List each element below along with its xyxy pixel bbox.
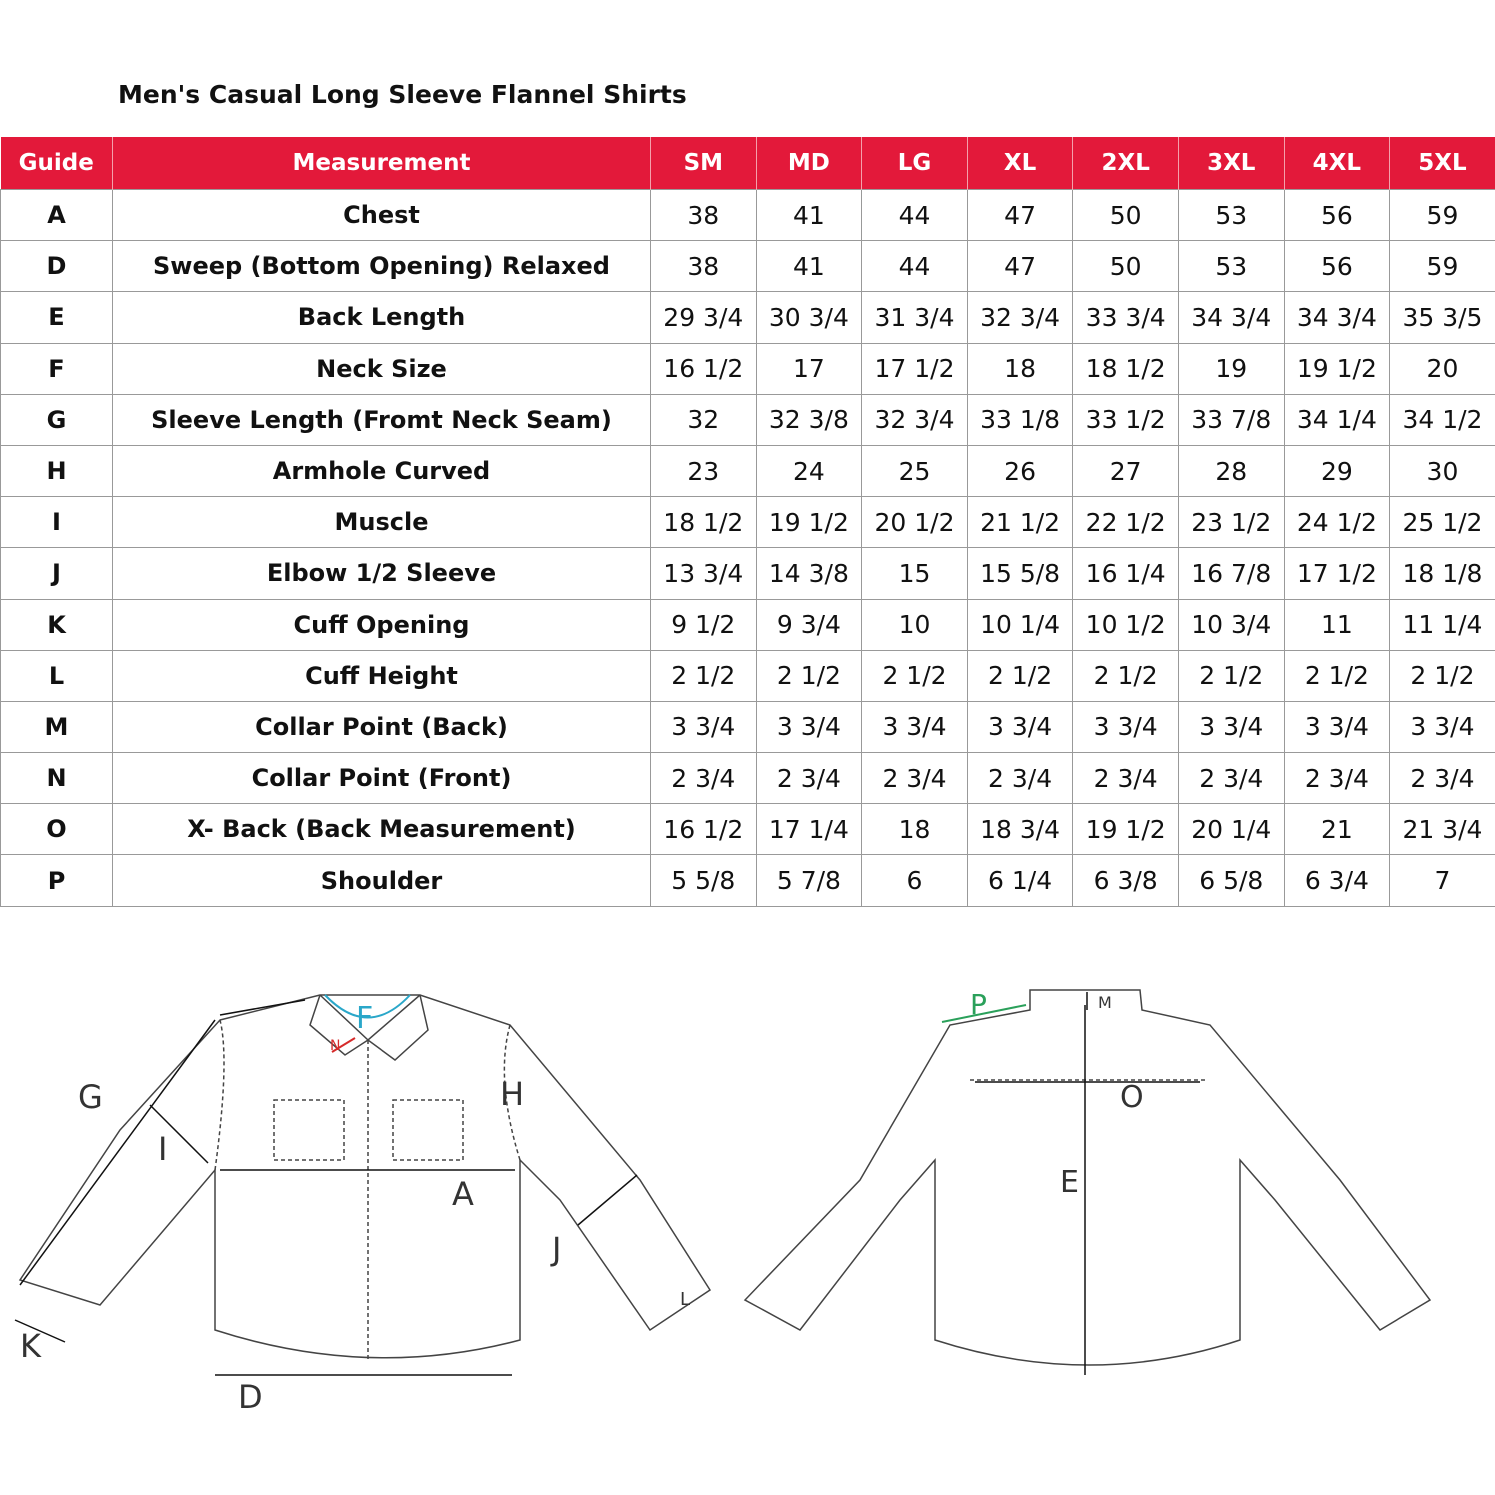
value-cell: 2 3/4 — [756, 753, 862, 804]
column-header: Measurement — [113, 137, 651, 190]
guide-cell: I — [1, 497, 113, 548]
value-cell: 2 1/2 — [1178, 650, 1284, 701]
value-cell: 33 3/4 — [1073, 292, 1179, 343]
value-cell: 47 — [967, 241, 1073, 292]
value-cell: 50 — [1073, 190, 1179, 241]
value-cell: 11 1/4 — [1390, 599, 1495, 650]
measurement-cell: Back Length — [113, 292, 651, 343]
value-cell: 3 3/4 — [1390, 701, 1495, 752]
value-cell: 15 — [862, 548, 968, 599]
measurement-cell: Collar Point (Back) — [113, 701, 651, 752]
value-cell: 9 3/4 — [756, 599, 862, 650]
guide-cell: M — [1, 701, 113, 752]
value-cell: 18 1/8 — [1390, 548, 1495, 599]
guide-cell: K — [1, 599, 113, 650]
value-cell: 2 3/4 — [967, 753, 1073, 804]
guide-cell: J — [1, 548, 113, 599]
value-cell: 16 1/2 — [651, 343, 757, 394]
value-cell: 2 1/2 — [1284, 650, 1390, 701]
value-cell: 2 3/4 — [651, 753, 757, 804]
table-row — [1, 701, 1495, 752]
value-cell: 32 3/4 — [967, 292, 1073, 343]
guide-cell: N — [1, 753, 113, 804]
value-cell: 20 — [1390, 343, 1495, 394]
table-row — [1, 292, 1495, 343]
value-cell: 34 3/4 — [1284, 292, 1390, 343]
value-cell: 24 — [756, 445, 862, 496]
value-cell: 16 1/4 — [1073, 548, 1179, 599]
value-cell: 2 1/2 — [862, 650, 968, 701]
value-cell: 3 3/4 — [651, 701, 757, 752]
column-header: 5XL — [1390, 137, 1495, 190]
value-cell: 3 3/4 — [1284, 701, 1390, 752]
table-row — [1, 650, 1495, 701]
value-cell: 53 — [1178, 190, 1284, 241]
value-cell: 28 — [1178, 445, 1284, 496]
value-cell: 14 3/8 — [756, 548, 862, 599]
value-cell: 22 1/2 — [1073, 497, 1179, 548]
value-cell: 21 — [1284, 804, 1390, 855]
value-cell: 2 1/2 — [651, 650, 757, 701]
value-cell: 56 — [1284, 190, 1390, 241]
value-cell: 6 5/8 — [1178, 855, 1284, 906]
value-cell: 10 3/4 — [1178, 599, 1284, 650]
label-N: N — [330, 1038, 341, 1054]
value-cell: 18 1/2 — [1073, 343, 1179, 394]
measurement-cell: Chest — [113, 190, 651, 241]
value-cell: 44 — [862, 190, 968, 241]
value-cell: 2 1/2 — [967, 650, 1073, 701]
table-row — [1, 445, 1495, 496]
value-cell: 3 3/4 — [1178, 701, 1284, 752]
value-cell: 30 3/4 — [756, 292, 862, 343]
value-cell: 33 1/2 — [1073, 394, 1179, 445]
guide-cell: E — [1, 292, 113, 343]
value-cell: 3 3/4 — [967, 701, 1073, 752]
label-H: H — [500, 1075, 525, 1113]
value-cell: 34 3/4 — [1178, 292, 1284, 343]
measurement-cell: Neck Size — [113, 343, 651, 394]
value-cell: 34 1/4 — [1284, 394, 1390, 445]
table-row — [1, 599, 1495, 650]
value-cell: 32 — [651, 394, 757, 445]
value-cell: 10 — [862, 599, 968, 650]
value-cell: 34 1/2 — [1390, 394, 1495, 445]
label-F: F — [356, 1001, 374, 1036]
value-cell: 25 1/2 — [1390, 497, 1495, 548]
value-cell: 2 1/2 — [1390, 650, 1495, 701]
value-cell: 20 1/2 — [862, 497, 968, 548]
value-cell: 32 3/8 — [756, 394, 862, 445]
table-row — [1, 548, 1495, 599]
value-cell: 2 3/4 — [1284, 753, 1390, 804]
value-cell: 23 — [651, 445, 757, 496]
value-cell: 11 — [1284, 599, 1390, 650]
column-header: XL — [967, 137, 1073, 190]
value-cell: 10 1/2 — [1073, 599, 1179, 650]
value-cell: 38 — [651, 190, 757, 241]
measurement-cell: X- Back (Back Measurement) — [113, 804, 651, 855]
guide-cell: O — [1, 804, 113, 855]
guide-cell: F — [1, 343, 113, 394]
size-chart-table — [0, 137, 1495, 907]
value-cell: 2 3/4 — [1073, 753, 1179, 804]
table-row — [1, 497, 1495, 548]
value-cell: 18 3/4 — [967, 804, 1073, 855]
value-cell: 19 1/2 — [756, 497, 862, 548]
value-cell: 24 1/2 — [1284, 497, 1390, 548]
measurement-cell: Sweep (Bottom Opening) Relaxed — [113, 241, 651, 292]
value-cell: 26 — [967, 445, 1073, 496]
guide-cell: L — [1, 650, 113, 701]
guide-cell: H — [1, 445, 113, 496]
value-cell: 44 — [862, 241, 968, 292]
guide-cell: D — [1, 241, 113, 292]
value-cell: 3 3/4 — [862, 701, 968, 752]
measurement-cell: Armhole Curved — [113, 445, 651, 496]
label-M: M — [1098, 993, 1112, 1012]
value-cell: 2 3/4 — [1390, 753, 1495, 804]
front-shirt-diagram — [15, 995, 710, 1416]
value-cell: 15 5/8 — [967, 548, 1073, 599]
measurement-cell: Shoulder — [113, 855, 651, 906]
value-cell: 30 — [1390, 445, 1495, 496]
value-cell: 16 1/2 — [651, 804, 757, 855]
value-cell: 17 1/2 — [862, 343, 968, 394]
measurement-cell: Elbow 1/2 Sleeve — [113, 548, 651, 599]
value-cell: 53 — [1178, 241, 1284, 292]
guide-cell: P — [1, 855, 113, 906]
value-cell: 17 1/2 — [1284, 548, 1390, 599]
page-title: Men's Casual Long Sleeve Flannel Shirts — [118, 80, 687, 109]
column-header: 3XL — [1178, 137, 1284, 190]
value-cell: 19 1/2 — [1073, 804, 1179, 855]
value-cell: 31 3/4 — [862, 292, 968, 343]
value-cell: 10 1/4 — [967, 599, 1073, 650]
column-header: 2XL — [1073, 137, 1179, 190]
label-A: A — [452, 1175, 474, 1213]
value-cell: 18 1/2 — [651, 497, 757, 548]
value-cell: 2 3/4 — [1178, 753, 1284, 804]
value-cell: 47 — [967, 190, 1073, 241]
table-row — [1, 343, 1495, 394]
column-header: MD — [756, 137, 862, 190]
value-cell: 18 — [967, 343, 1073, 394]
label-I: I — [158, 1130, 168, 1168]
value-cell: 59 — [1390, 241, 1495, 292]
value-cell: 16 7/8 — [1178, 548, 1284, 599]
label-L: L — [680, 1289, 691, 1310]
column-header: LG — [862, 137, 968, 190]
table-row — [1, 855, 1495, 906]
value-cell: 13 3/4 — [651, 548, 757, 599]
label-G: G — [78, 1078, 103, 1116]
value-cell: 3 3/4 — [756, 701, 862, 752]
value-cell: 3 3/4 — [1073, 701, 1179, 752]
label-D: D — [238, 1378, 263, 1416]
value-cell: 21 1/2 — [967, 497, 1073, 548]
table-row — [1, 804, 1495, 855]
measurement-cell: Collar Point (Front) — [113, 753, 651, 804]
guide-cell: A — [1, 190, 113, 241]
column-header: SM — [651, 137, 757, 190]
value-cell: 21 3/4 — [1390, 804, 1495, 855]
column-header: 4XL — [1284, 137, 1390, 190]
value-cell: 33 1/8 — [967, 394, 1073, 445]
value-cell: 2 1/2 — [1073, 650, 1179, 701]
value-cell: 25 — [862, 445, 968, 496]
value-cell: 18 — [862, 804, 968, 855]
value-cell: 17 — [756, 343, 862, 394]
label-J: J — [552, 1230, 562, 1268]
measurement-cell: Cuff Height — [113, 650, 651, 701]
value-cell: 2 1/2 — [756, 650, 862, 701]
value-cell: 19 1/2 — [1284, 343, 1390, 394]
shirt-diagrams — [0, 960, 1495, 1440]
table-row — [1, 190, 1495, 241]
value-cell: 17 1/4 — [756, 804, 862, 855]
value-cell: 32 3/4 — [862, 394, 968, 445]
value-cell: 35 3/5 — [1390, 292, 1495, 343]
value-cell: 6 — [862, 855, 968, 906]
guide-cell: G — [1, 394, 113, 445]
label-K: K — [20, 1327, 41, 1365]
value-cell: 5 7/8 — [756, 855, 862, 906]
table-row — [1, 753, 1495, 804]
value-cell: 41 — [756, 190, 862, 241]
value-cell: 33 7/8 — [1178, 394, 1284, 445]
table-row — [1, 394, 1495, 445]
table-header-row — [1, 137, 1495, 190]
label-O: O — [1120, 1080, 1144, 1115]
table-row — [1, 241, 1495, 292]
value-cell: 56 — [1284, 241, 1390, 292]
back-shirt-diagram — [745, 988, 1430, 1375]
value-cell: 38 — [651, 241, 757, 292]
value-cell: 41 — [756, 241, 862, 292]
label-E: E — [1060, 1165, 1079, 1200]
value-cell: 19 — [1178, 343, 1284, 394]
value-cell: 59 — [1390, 190, 1495, 241]
value-cell: 6 1/4 — [967, 855, 1073, 906]
value-cell: 29 — [1284, 445, 1390, 496]
value-cell: 9 1/2 — [651, 599, 757, 650]
measurement-cell: Cuff Opening — [113, 599, 651, 650]
measurement-cell: Muscle — [113, 497, 651, 548]
value-cell: 27 — [1073, 445, 1179, 496]
value-cell: 2 3/4 — [862, 753, 968, 804]
value-cell: 50 — [1073, 241, 1179, 292]
label-P: P — [970, 988, 987, 1021]
value-cell: 20 1/4 — [1178, 804, 1284, 855]
value-cell: 6 3/4 — [1284, 855, 1390, 906]
value-cell: 23 1/2 — [1178, 497, 1284, 548]
measurement-cell: Sleeve Length (Fromt Neck Seam) — [113, 394, 651, 445]
value-cell: 29 3/4 — [651, 292, 757, 343]
column-header: Guide — [1, 137, 113, 190]
value-cell: 5 5/8 — [651, 855, 757, 906]
value-cell: 6 3/8 — [1073, 855, 1179, 906]
value-cell: 7 — [1390, 855, 1495, 906]
